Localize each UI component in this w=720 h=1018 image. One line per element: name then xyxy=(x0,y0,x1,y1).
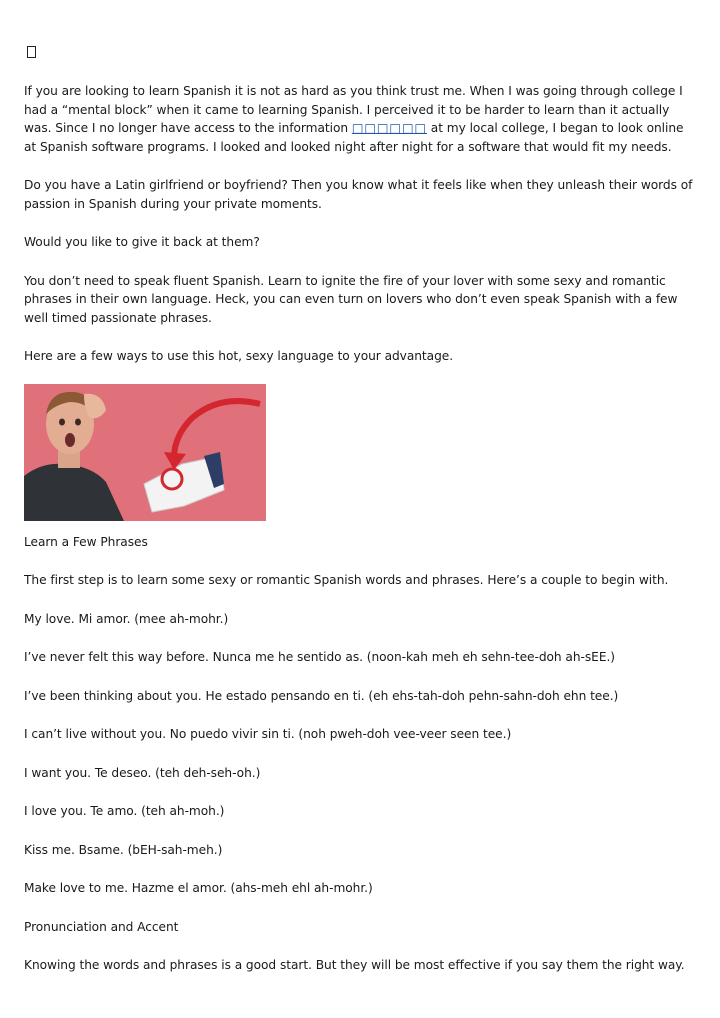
paragraph-give-back: Would you like to give it back at them? xyxy=(24,235,260,249)
phrase-love-you: I love you. Te amo. (teh ah-moh.) xyxy=(24,804,225,818)
missing-glyph-icon xyxy=(24,40,696,58)
information-link[interactable]: □□□□□□ xyxy=(351,121,427,135)
red-curved-arrow-icon xyxy=(24,384,266,521)
phrase-want-you: I want you. Te deseo. (teh deh-seh-oh.) xyxy=(24,765,261,780)
document-page xyxy=(24,40,696,995)
phrase-kiss-me: Kiss me. Bsame. (bEH-sah-meh.) xyxy=(24,842,223,857)
article-image xyxy=(24,384,266,521)
phrase-never-felt: I’ve never felt this way before. Nunca me he sentido as. (noon-kah meh eh sehn-tee-doh ah-sEE.) xyxy=(24,650,615,664)
intro-paragraph: If you are looking to learn Spanish it is not as hard as you think trust me. When I was going through college I had a “mental block” when it came to learning Spanish. I perceived it to be harder to learn than it actually was. Since I no longer have access to the information □□□□□□ at my local college, I began to look online at Spanish software programs. I looked and looked night after night for a software that would fit my needs. xyxy=(24,84,684,154)
heading-pronunciation: Pronunciation and Accent xyxy=(24,919,179,934)
paragraph-knowing-words: Knowing the words and phrases is a good start. But they will be most effective if you say them the right way. xyxy=(24,958,685,972)
paragraph-first-step: The first step is to learn some sexy or romantic Spanish words and phrases. Here’s a couple to begin with. xyxy=(24,573,669,587)
phrase-cant-live: I can’t live without you. No puedo vivir sin ti. (noh pweh-doh vee-veer seen tee.) xyxy=(24,727,512,741)
phrase-my-love: My love. Mi amor. (mee ah-mohr.) xyxy=(24,611,229,626)
phrase-make-love: Make love to me. Hazme el amor. (ahs-meh ehl ah-mohr.) xyxy=(24,881,373,895)
paragraph-latin-partner: Do you have a Latin girlfriend or boyfriend? Then you know what it feels like when they unleash their words of passion in Spanish during your private moments. xyxy=(24,178,693,211)
paragraph-ways: Here are a few ways to use this hot, sexy language to your advantage. xyxy=(24,349,454,363)
paragraph-fluent-spanish: You don’t need to speak fluent Spanish. Learn to ignite the fire of your lover with some sexy and romantic phrases in their own language. Heck, you can even turn on lovers who don’t even speak Spanish with a few well timed passionate phrases. xyxy=(24,273,678,325)
phrase-thinking: I’ve been thinking about you. He estado pensando en ti. (eh ehs-tah-doh pehn-sahn-doh ehn tee.) xyxy=(24,688,619,703)
heading-learn-phrases: Learn a Few Phrases xyxy=(24,534,148,549)
